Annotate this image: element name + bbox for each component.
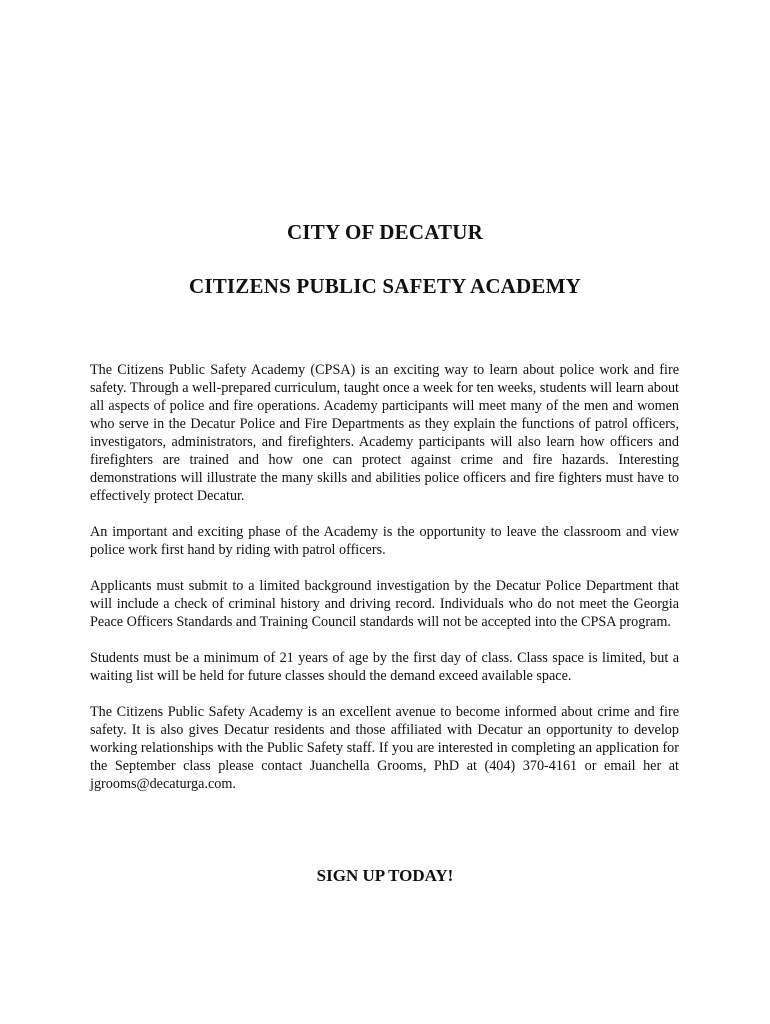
city-title: CITY OF DECATUR <box>287 220 483 244</box>
program-title: CITIZENS PUBLIC SAFETY ACADEMY <box>188 274 582 298</box>
paragraph-eligibility: Students must be a minimum of 21 years of age by the first day of class. Class space is limited, but a waiting list will be held for future classes should the demand exceed available space. <box>90 650 679 684</box>
body-text <box>90 361 679 811</box>
paragraph-ride-along: An important and exciting phase of the Academy is the opportunity to leave the classroom and view police work first hand by riding with patrol officers. <box>90 524 679 558</box>
sign-up-heading: SIGN UP TODAY! <box>316 866 454 885</box>
paragraph-intro: The Citizens Public Safety Academy (CPSA) is an exciting way to learn about police work and fire safety. Through a well-prepared curriculum, taught once a week for ten weeks, students will learn about all aspects of police and fire operations. Academy participants will meet many of the men and women who serve in the Decatur Police and Fire Departments as they explain the functions of patrol officers, investigators, administrators, and firefighters. Academy participants will also learn how officers and firefighters are trained and how one can protect against crime and fire hazards. Interesting demonstrations will illustrate the many skills and abilities police officers and fire fighters must have to effectively protect Decatur. <box>90 362 679 504</box>
paragraph-background-check: Applicants must submit to a limited background investigation by the Decatur Police Department that will include a check of criminal history and driving record. Individuals who do not meet the Georgia Peace Officers Standards and Training Council standards will not be accepted into the CPSA program. <box>90 578 679 630</box>
paragraph-contact: The Citizens Public Safety Academy is an excellent avenue to become informed about crime and fire safety. It is also gives Decatur residents and those affiliated with Decatur an opportunity to develop working relationships with the Public Safety staff. If you are interested in completing an application for the September class please contact Juanchella Grooms, PhD at (404) 370-4161 or email her at jgrooms@decaturga.com. <box>90 704 679 792</box>
